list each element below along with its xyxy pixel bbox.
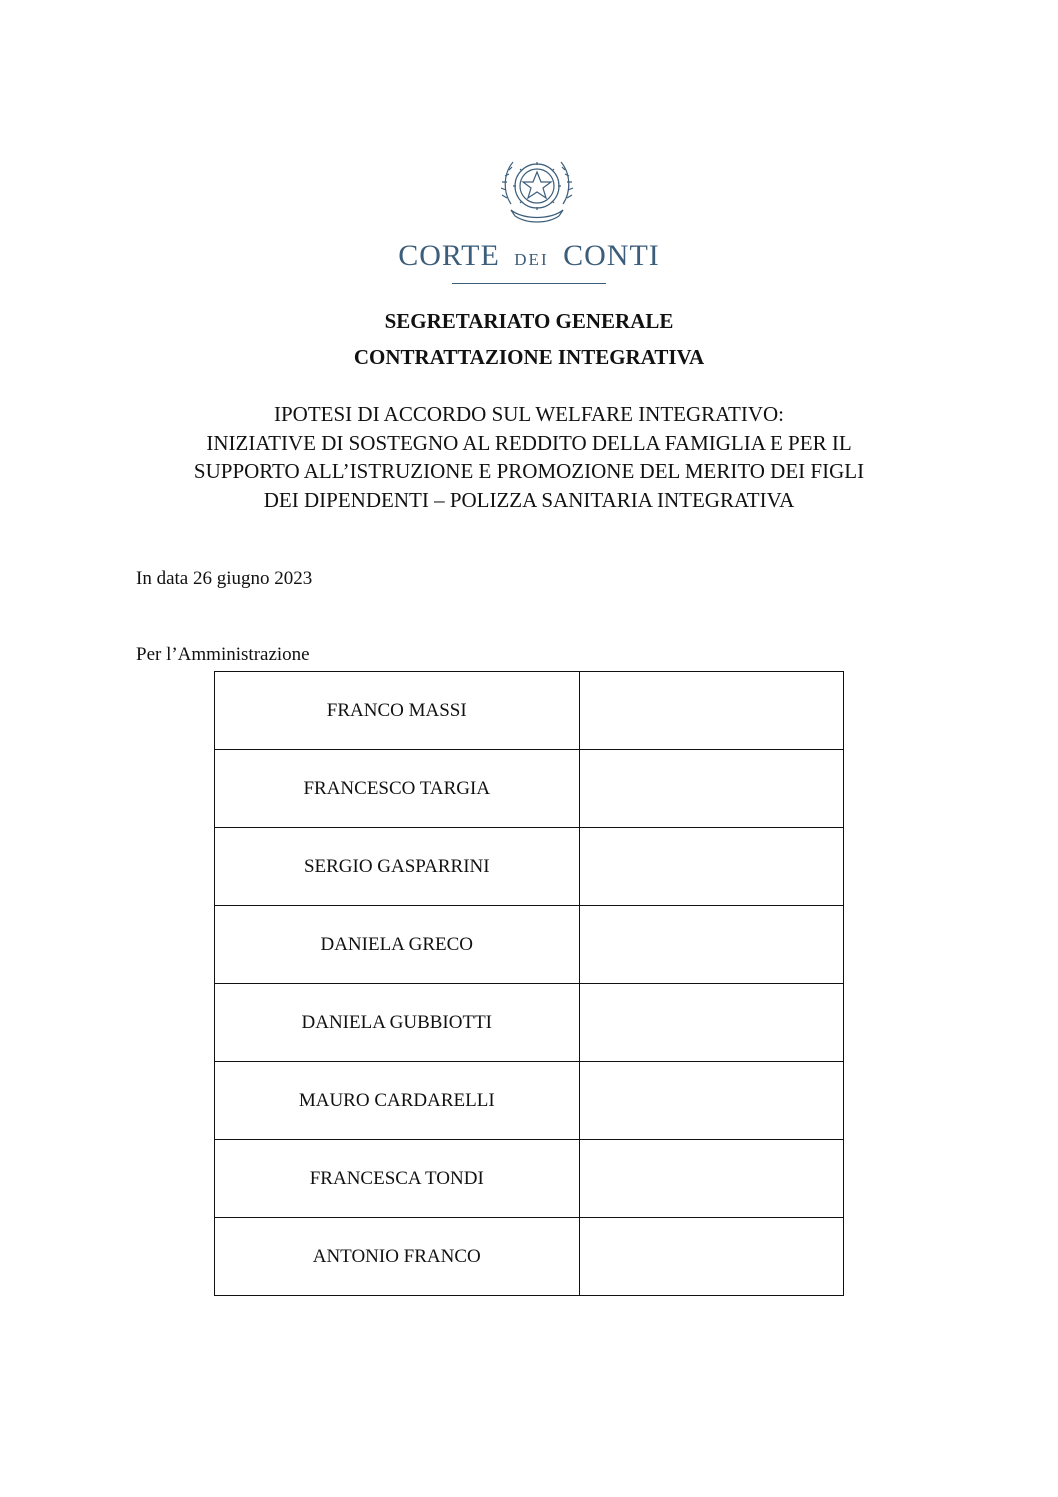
- heading-contracting: CONTRATTAZIONE INTEGRATIVA: [353, 345, 705, 369]
- table-row: [215, 828, 844, 906]
- signature-cell: [579, 1140, 843, 1218]
- italian-republic-emblem-icon: [497, 148, 577, 232]
- subject-line-1: IPOTESI DI ACCORDO SUL WELFARE INTEGRATIVO:: [273, 402, 785, 426]
- signatory-name: DANIELA GRECO: [215, 906, 580, 984]
- signature-cell: [579, 984, 843, 1062]
- logo-word-dei: DEI: [514, 250, 549, 269]
- signature-cell: [579, 906, 843, 984]
- signature-cell: [579, 1062, 843, 1140]
- subject-line-3: SUPPORTO ALL’ISTRUZIONE E PROMOZIONE DEL MERITO DEI FIGLI: [193, 459, 865, 483]
- table-row: [215, 1140, 844, 1218]
- table-row: [215, 672, 844, 750]
- signatory-name: FRANCESCA TONDI: [215, 1140, 580, 1218]
- signature-cell: [579, 1218, 843, 1296]
- signature-cell: [579, 828, 843, 906]
- logo-wordmark: [0, 236, 1058, 280]
- signatory-name: FRANCO MASSI: [215, 672, 580, 750]
- signatory-name: SERGIO GASPARRINI: [215, 828, 580, 906]
- signatory-name: DANIELA GUBBIOTTI: [215, 984, 580, 1062]
- table-row: [215, 984, 844, 1062]
- signatory-name: ANTONIO FRANCO: [215, 1218, 580, 1296]
- table-row: [215, 906, 844, 984]
- subject-line-2: INIZIATIVE DI SOSTEGNO AL REDDITO DELLA FAMIGLIA E PER IL: [206, 430, 852, 455]
- subject-line-4: DEI DIPENDENTI – POLIZZA SANITARIA INTEGRATIVA: [263, 487, 795, 512]
- signatories-table: [214, 671, 844, 1296]
- signatory-name: MAURO CARDARELLI: [215, 1062, 580, 1140]
- logo-underline: [452, 283, 606, 284]
- signature-cell: [579, 672, 843, 750]
- heading-secretariat: SEGRETARIATO GENERALE: [384, 309, 674, 333]
- table-row: [215, 1062, 844, 1140]
- agreement-subject: [100, 400, 958, 514]
- table-row: [215, 750, 844, 828]
- signatory-name: FRANCESCO TARGIA: [215, 750, 580, 828]
- table-row: [215, 1218, 844, 1296]
- date-line: In data 26 giugno 2023: [136, 568, 313, 589]
- party-label: Per l’Amministrazione: [136, 644, 310, 665]
- signature-cell: [579, 750, 843, 828]
- logo-word-conti: CONTI: [563, 239, 660, 272]
- logo-word-corte: CORTE: [398, 239, 500, 272]
